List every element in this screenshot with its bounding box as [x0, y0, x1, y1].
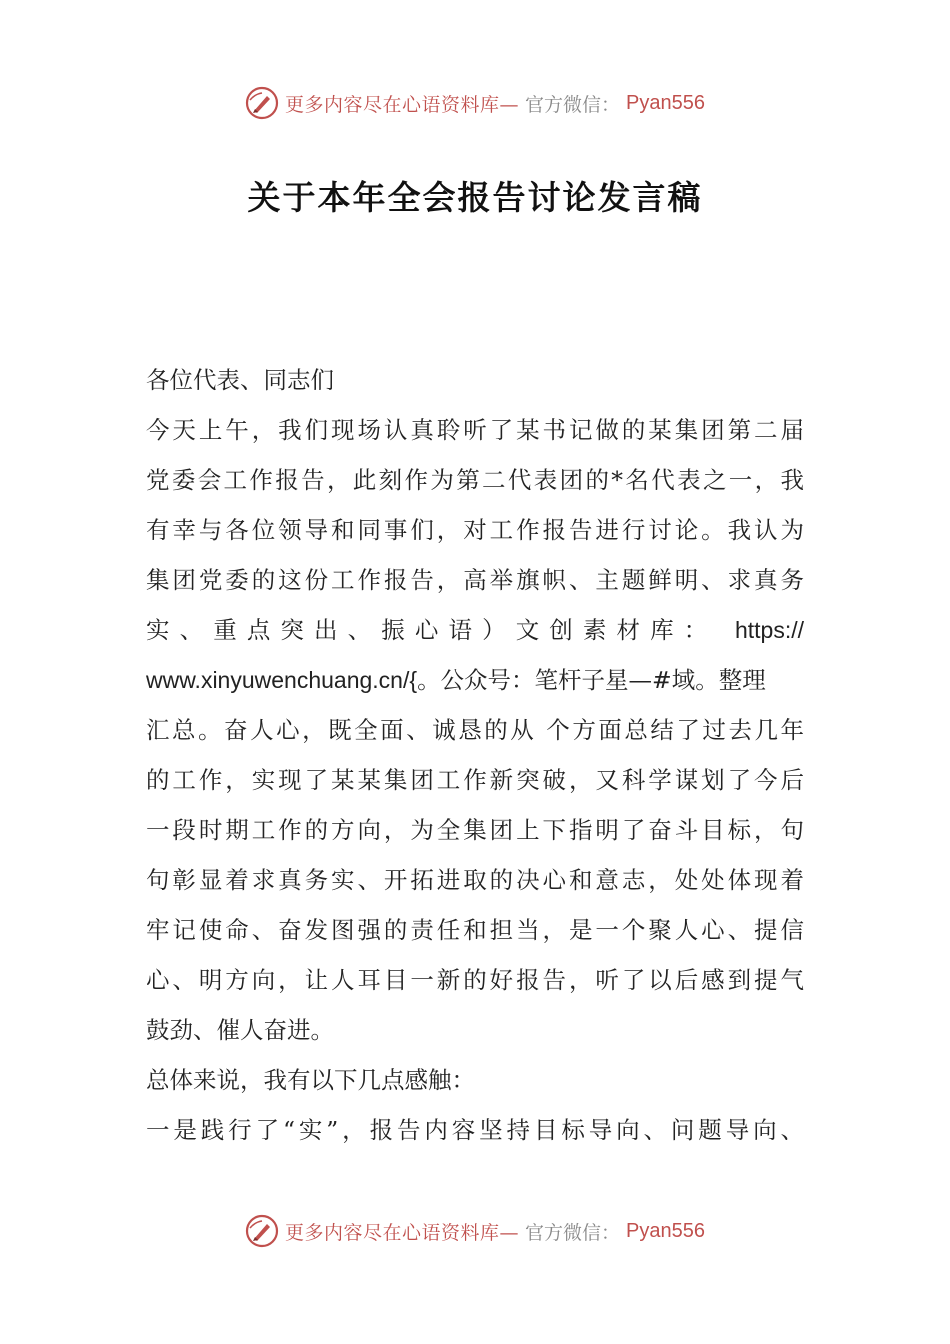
- footer-banner: [0, 1211, 950, 1251]
- body-line-url-part: https://: [734, 617, 804, 643]
- body-line: 今天上午，我们现场认真聆听了某书记做的某集团第二届: [146, 416, 804, 444]
- body-line-text: 。公众号：笔杆子星—#域。整理: [417, 666, 766, 694]
- body-line: 牢记使命、奋发图强的责任和担当，是一个聚人心、提信: [146, 916, 804, 944]
- body-line: 鼓劲、催人奋进。: [146, 1016, 334, 1044]
- body-line: 各位代表、同志们: [146, 366, 334, 394]
- body-line: 一是践行了“实”，报告内容坚持目标导向、问题导向、: [146, 1116, 804, 1144]
- document-title: 关于本年全会报告讨论发言稿: [247, 178, 703, 217]
- pen-circle-icon: [245, 86, 279, 120]
- body-line: 汇总。奋人心，既全面、诚恳的从 个方面总结了过去几年: [146, 716, 804, 744]
- header-slogan: 更多内容尽在心语资料库—: [285, 93, 520, 116]
- body-line: 句彰显着求真务实、开拓进取的决心和意志，处处体现着: [146, 866, 804, 894]
- body-line: 党委会工作报告，此刻作为第二代表团的*名代表之一，我: [146, 466, 804, 494]
- pen-circle-icon: [245, 1214, 279, 1248]
- body-line: 有幸与各位领导和同事们，对工作报告进行讨论。我认为: [146, 516, 804, 544]
- header-wechat-id: Pyan556: [626, 91, 705, 114]
- body-line: 集团党委的这份工作报告，高举旗帜、主题鲜明、求真务: [146, 566, 804, 594]
- header-wechat-label: 官方微信：: [525, 93, 621, 116]
- footer-slogan: 更多内容尽在心语资料库—: [285, 1221, 520, 1244]
- body-line: 的工作，实现了某某集团工作新突破，又科学谋划了今后: [146, 766, 804, 794]
- body-line: [146, 655, 804, 705]
- body-line: 总体来说，我有以下几点感触：: [146, 1066, 475, 1094]
- footer-wechat-id: Pyan556: [626, 1219, 705, 1242]
- document-body: [146, 355, 804, 1155]
- body-line: [146, 605, 804, 655]
- header-banner: [0, 83, 950, 123]
- body-line-url-part: www.xinyuwenchuang.cn/{: [146, 667, 418, 693]
- body-line: 一段时期工作的方向，为全集团上下指明了奋斗目标，句: [146, 816, 804, 844]
- body-line: 心、明方向，让人耳目一新的好报告，听了以后感到提气: [146, 966, 804, 994]
- footer-wechat-label: 官方微信：: [525, 1221, 621, 1244]
- body-line-text: 实、重点突出、振心语）文创素材库：: [146, 616, 718, 644]
